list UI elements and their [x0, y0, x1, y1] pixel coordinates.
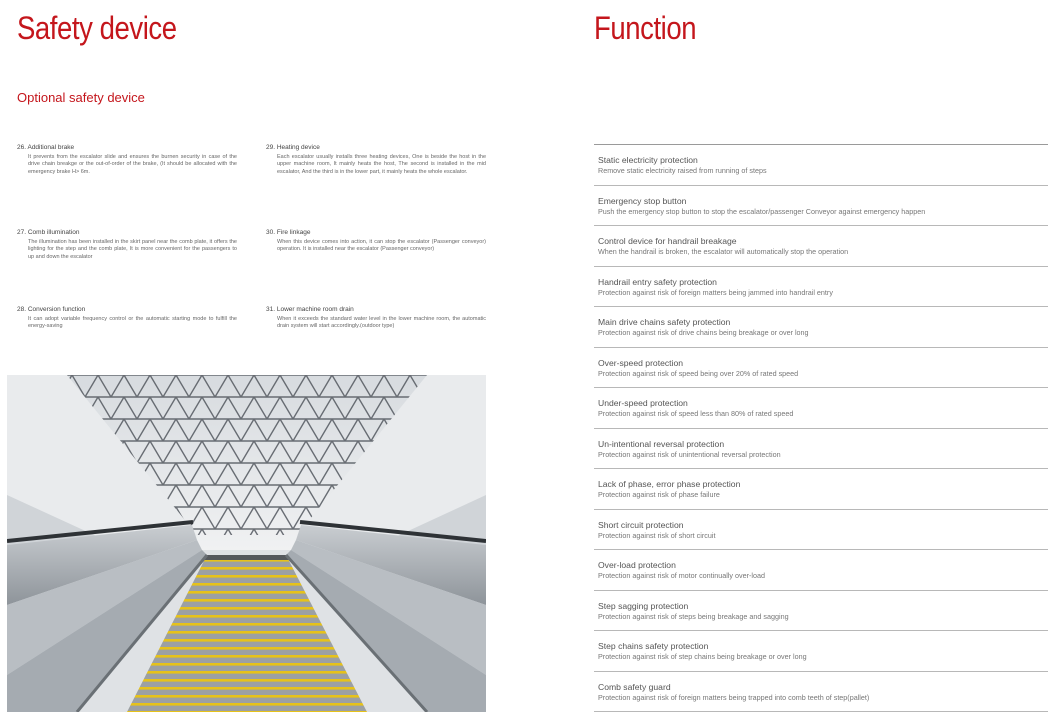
- optional-item-title: 29. Heating device: [266, 144, 320, 151]
- optional-item-text: When it exceeds the standard water level in the lower machine room, the automatic drain system will start accordingly.(outdoor type): [277, 316, 486, 330]
- page-title-safety-device: Safety device: [17, 10, 177, 46]
- list-item: [594, 267, 1048, 308]
- function-title: Short circuit protection: [598, 519, 684, 530]
- function-description: Remove static electricity raised from running of steps: [598, 166, 767, 175]
- optional-item-conversion-function: [17, 306, 237, 331]
- optional-item-lower-machine-room-drain: [266, 306, 486, 331]
- list-item: [594, 672, 1048, 713]
- list-item: [594, 510, 1048, 551]
- list-item: [594, 429, 1048, 470]
- optional-item-additional-brake: [17, 144, 237, 176]
- list-item: [594, 388, 1048, 429]
- function-title: Comb safety guard: [598, 681, 671, 692]
- function-title: Step sagging protection: [598, 600, 689, 611]
- function-title: Un-intentional reversal protection: [598, 438, 725, 449]
- optional-item-title: 28. Conversion function: [17, 306, 86, 313]
- optional-item-title: 26. Additional brake: [17, 144, 75, 151]
- optional-item-fire-linkage: [266, 229, 486, 254]
- escalator-photo: [7, 375, 486, 712]
- function-description: Protection against risk of drive chains being breakage or over long: [598, 328, 809, 337]
- function-description: Protection against risk of unintentional reversal protection: [598, 449, 781, 459]
- optional-item-text: It can adopt variable frequency control or the automatic starting mode to fulfill the energy-saving: [28, 316, 237, 330]
- function-description: When the handrail is broken, the escalator will automatically stop the operation: [598, 247, 849, 256]
- optional-item-text: Each escalator usually installs three heating devices, One is beside the host in the upper machine room, It mainly heats the host, The second is installed in the mid escalator, And the third is in the lower part, it mainly heats the whole escalator.: [277, 154, 486, 175]
- function-title: Over-speed protection: [598, 357, 684, 368]
- list-item: [594, 186, 1048, 227]
- function-title: Static electricity protection: [598, 155, 698, 165]
- list-item: [594, 550, 1048, 591]
- list-item: [594, 348, 1048, 389]
- function-title: Handrail entry safety protection: [598, 276, 717, 287]
- page-title-function: Function: [594, 10, 697, 46]
- function-list: [594, 144, 1048, 712]
- function-title: Under-speed protection: [598, 398, 688, 408]
- function-title: Step chains safety protection: [598, 641, 709, 651]
- function-description: Protection against risk of phase failure: [598, 490, 720, 499]
- function-title: Lack of phase, error phase protection: [598, 479, 741, 489]
- function-description: Protection against risk of speed less than 80% of rated speed: [598, 409, 794, 418]
- list-item: [594, 591, 1048, 632]
- optional-item-text: When this device comes into action, it can stop the escalator (Passenger conveyor) operation. It is installed near the escalator (Passenger conveyor): [277, 239, 486, 253]
- function-title: Control device for handrail breakage: [598, 236, 737, 246]
- list-item: [594, 145, 1048, 186]
- function-description: Protection against risk of step chains being breakage or over long: [598, 652, 807, 661]
- optional-item-comb-illumination: [17, 229, 237, 261]
- list-item: [594, 631, 1048, 672]
- function-title: Emergency stop button: [598, 195, 687, 206]
- optional-item-title: 30. Fire linkage: [266, 229, 311, 236]
- function-description: Protection against risk of speed being over 20% of rated speed: [598, 368, 799, 378]
- section-subtitle: Optional safety device: [17, 90, 145, 105]
- function-title: Main drive chains safety protection: [598, 317, 731, 327]
- optional-item-title: 31. Lower machine room drain: [266, 306, 354, 313]
- function-description: Protection against risk of foreign matters being jammed into handrail entry: [598, 287, 833, 297]
- function-description: Protection against risk of steps being breakage and sagging: [598, 611, 789, 621]
- optional-item-title: 27. Comb illumination: [17, 229, 80, 236]
- function-description: Protection against risk of foreign matters being trapped into comb teeth of step(pallet): [598, 692, 870, 702]
- function-description: Push the emergency stop button to stop the escalator/passenger Conveyor against emergency happen: [598, 206, 926, 216]
- function-title: Over-load protection: [598, 560, 676, 570]
- optional-item-heating-device: [266, 144, 486, 176]
- function-description: Protection against risk of motor continually over-load: [598, 571, 765, 580]
- function-description: Protection against risk of short circuit: [598, 530, 716, 540]
- list-item: [594, 469, 1048, 510]
- list-item: [594, 226, 1048, 267]
- optional-item-text: The illumination has been installed in the skirt panel near the comb plate, it offers the lighting for the step and the comb plate, It is more convenient for the passengers to up and down the escalator: [28, 239, 237, 260]
- list-item: [594, 307, 1048, 348]
- optional-item-text: It prevents from the escalator slide and ensures the burnen security in case of the drive chain breakge or the out-of-order of the brake, (It should be allocated with the emergency brake H> 6m.: [28, 154, 237, 175]
